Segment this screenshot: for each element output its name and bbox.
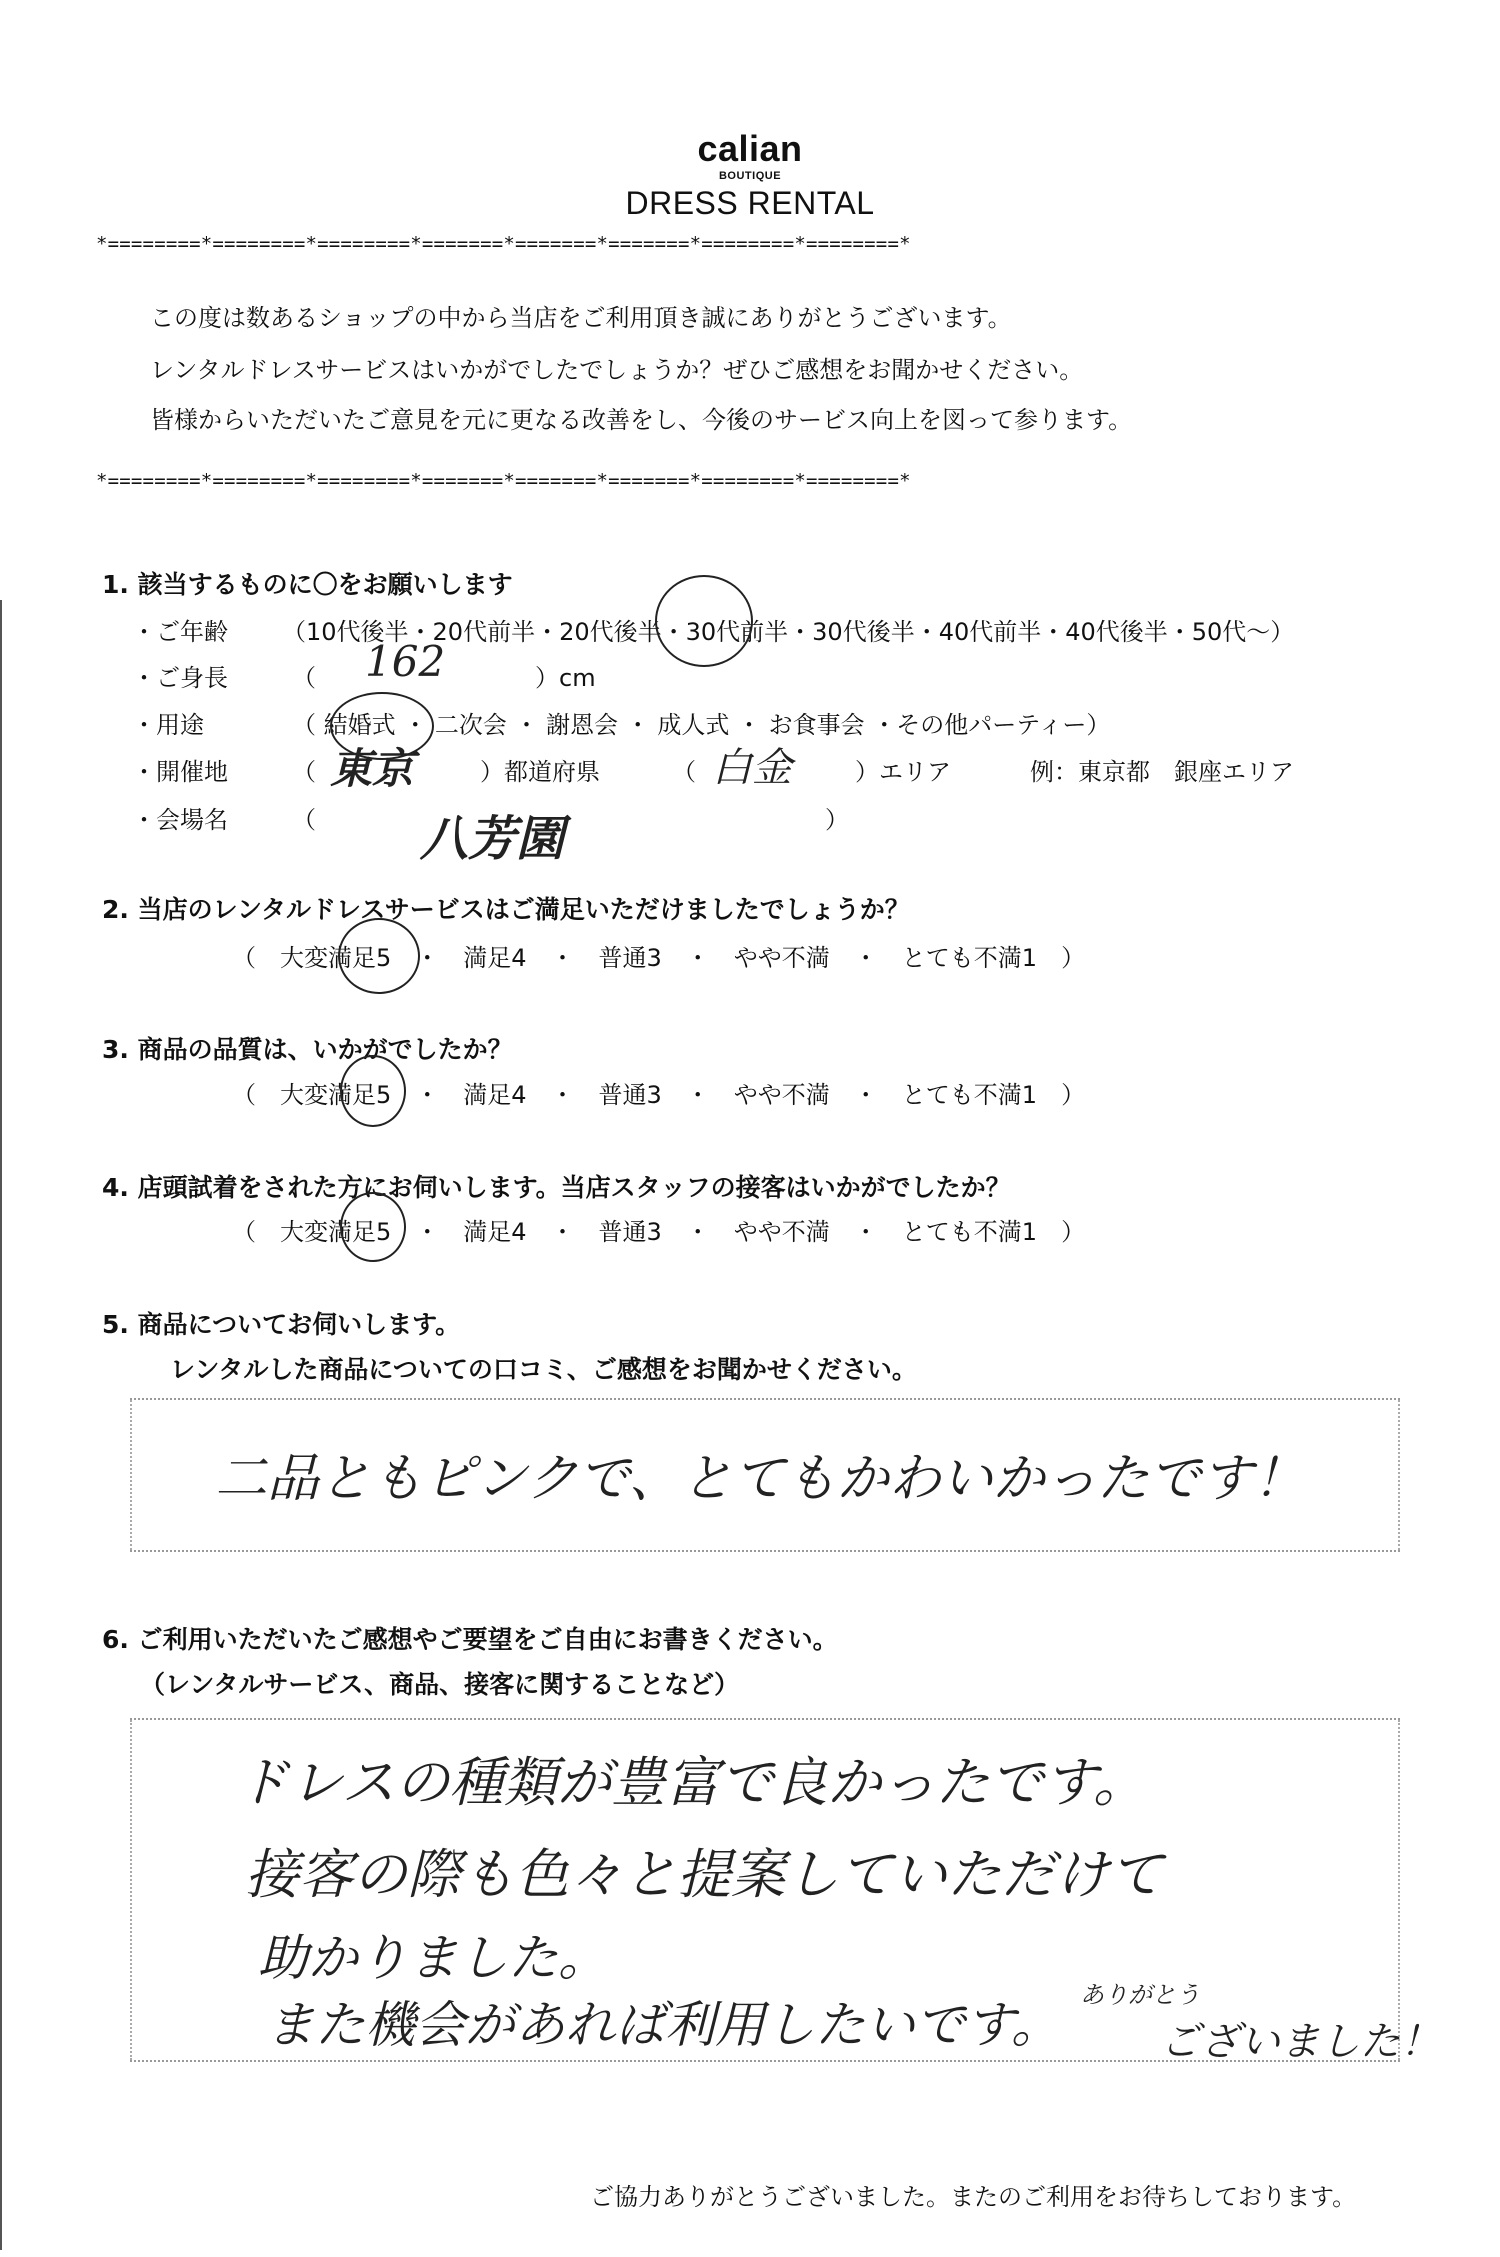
purpose-options: （ 結婚式 ・ 二次会 ・ 謝恩会 ・ 成人式 ・ お食事会 ・その他パーティー） [292, 711, 1111, 739]
q6-handwritten-line-4: また機会があれば利用したいです。 [265, 1996, 1061, 2054]
q6-handwritten-tail-small: ありがとう [1080, 1981, 1200, 2009]
venue-open: （ [292, 806, 316, 834]
q6-handwritten-line-1: ドレスの種類が豊富で良かったです。 [235, 1751, 1148, 1814]
q3-options: （ 大変満足5 ・ 満足4 ・ 普通3 ・ やや不満 ・ とても不満1 ） [232, 1081, 1086, 1109]
venue-handwritten: 八芳園 [420, 811, 565, 867]
height-handwritten: 162 [365, 637, 446, 686]
height-close: ）cm [535, 664, 596, 692]
age-label: ・ご年齢 [132, 618, 228, 646]
footer-thanks: ご協力ありがとうございました。またのご利用をお待ちしております。 [590, 2183, 1357, 2211]
area-open: （ [672, 758, 696, 786]
brand-sub: BOUTIQUE [718, 170, 782, 182]
intro-line-2: レンタルドレスサービスはいかがでしたでしょうか？ぜひご感想をお聞かせください。 [150, 356, 1084, 384]
prefecture-open: （ [292, 758, 316, 786]
brand-logo: calian [697, 128, 803, 169]
purpose-label: ・用途 [132, 711, 204, 739]
venue-label: ・会場名 [132, 806, 228, 834]
venue-close: ） [825, 806, 849, 834]
q1-title: 1. 該当するものに〇をお願いします [102, 570, 513, 599]
q5-box-top [130, 1398, 1400, 1400]
q6-box-top [130, 1718, 1400, 1720]
q5-box-left [130, 1400, 132, 1550]
separator-top: *========*========*========*=======*=======*=======*========*========* [96, 233, 911, 255]
q5-title: 5. 商品についてお伺いします。 [102, 1310, 461, 1339]
q5-box-right [1398, 1400, 1400, 1550]
age-selection-circle [655, 575, 753, 667]
form-title: DRESS RENTAL [625, 185, 875, 221]
q6-handwritten-line-3: 助かりました。 [258, 1929, 608, 1987]
height-label: ・ご身長 [132, 664, 228, 692]
q5-handwritten-answer: 二品ともピンクで、とてもかわいかったです！ [215, 1449, 1305, 1509]
q2-options: （ 大変満足5 ・ 満足4 ・ 普通3 ・ やや不満 ・ とても不満1 ） [232, 944, 1086, 972]
q4-options: （ 大変満足5 ・ 満足4 ・ 普通3 ・ やや不満 ・ とても不満1 ） [232, 1218, 1086, 1246]
q6-handwritten-tail: ございました！ [1160, 2019, 1440, 2065]
q4-title: 4. 店頭試着をされた方にお伺いします。当店スタッフの接客はいかがでしたか？ [102, 1173, 1011, 1202]
prefecture-close: ）都道府県 [480, 758, 600, 786]
q2-selection-circle [338, 918, 420, 994]
location-label: ・開催地 [132, 758, 228, 786]
prefecture-handwritten: 東京 [330, 744, 415, 793]
q5-box-bottom [130, 1550, 1400, 1552]
q2-title: 2. 当店のレンタルドレスサービスはご満足いただけましたでしょうか？ [102, 895, 910, 924]
location-example: 例：東京都 銀座エリア [1030, 758, 1294, 786]
q3-selection-circle [340, 1055, 406, 1127]
intro-line-1: この度は数あるショップの中から当店をご利用頂き誠にありがとうございます。 [150, 304, 1012, 332]
q6-box-right [1398, 1720, 1400, 2060]
area-close: ）エリア [855, 758, 951, 786]
q6-box-left [130, 1720, 132, 2060]
age-options: （10代後半・20代前半・20代後半・30代前半・30代後半・40代前半・40代後半・50代〜） [282, 618, 1295, 646]
q6-title: 6. ご利用いただいたご感想やご要望をご自由にお書きください。 [102, 1625, 838, 1654]
q3-title: 3. 商品の品質は、いかがでしたか？ [102, 1035, 513, 1064]
area-handwritten: 白金 [712, 745, 792, 791]
q4-selection-circle [340, 1192, 406, 1262]
height-open: （ [292, 664, 316, 692]
scan-edge-line [0, 600, 2, 2250]
q6-subtitle: （レンタルサービス、商品、接客に関することなど） [140, 1670, 740, 1699]
intro-line-3: 皆様からいただいたご意見を元に更なる改善をし、今後のサービス向上を図って参ります。 [150, 406, 1133, 434]
separator-bottom: *========*========*========*=======*=======*=======*========*========* [96, 470, 911, 492]
q5-subtitle: レンタルした商品についての口コミ、ご感想をお聞かせください。 [170, 1355, 917, 1384]
q6-handwritten-line-2: 接客の際も色々と提案していただけて [245, 1843, 1163, 1906]
